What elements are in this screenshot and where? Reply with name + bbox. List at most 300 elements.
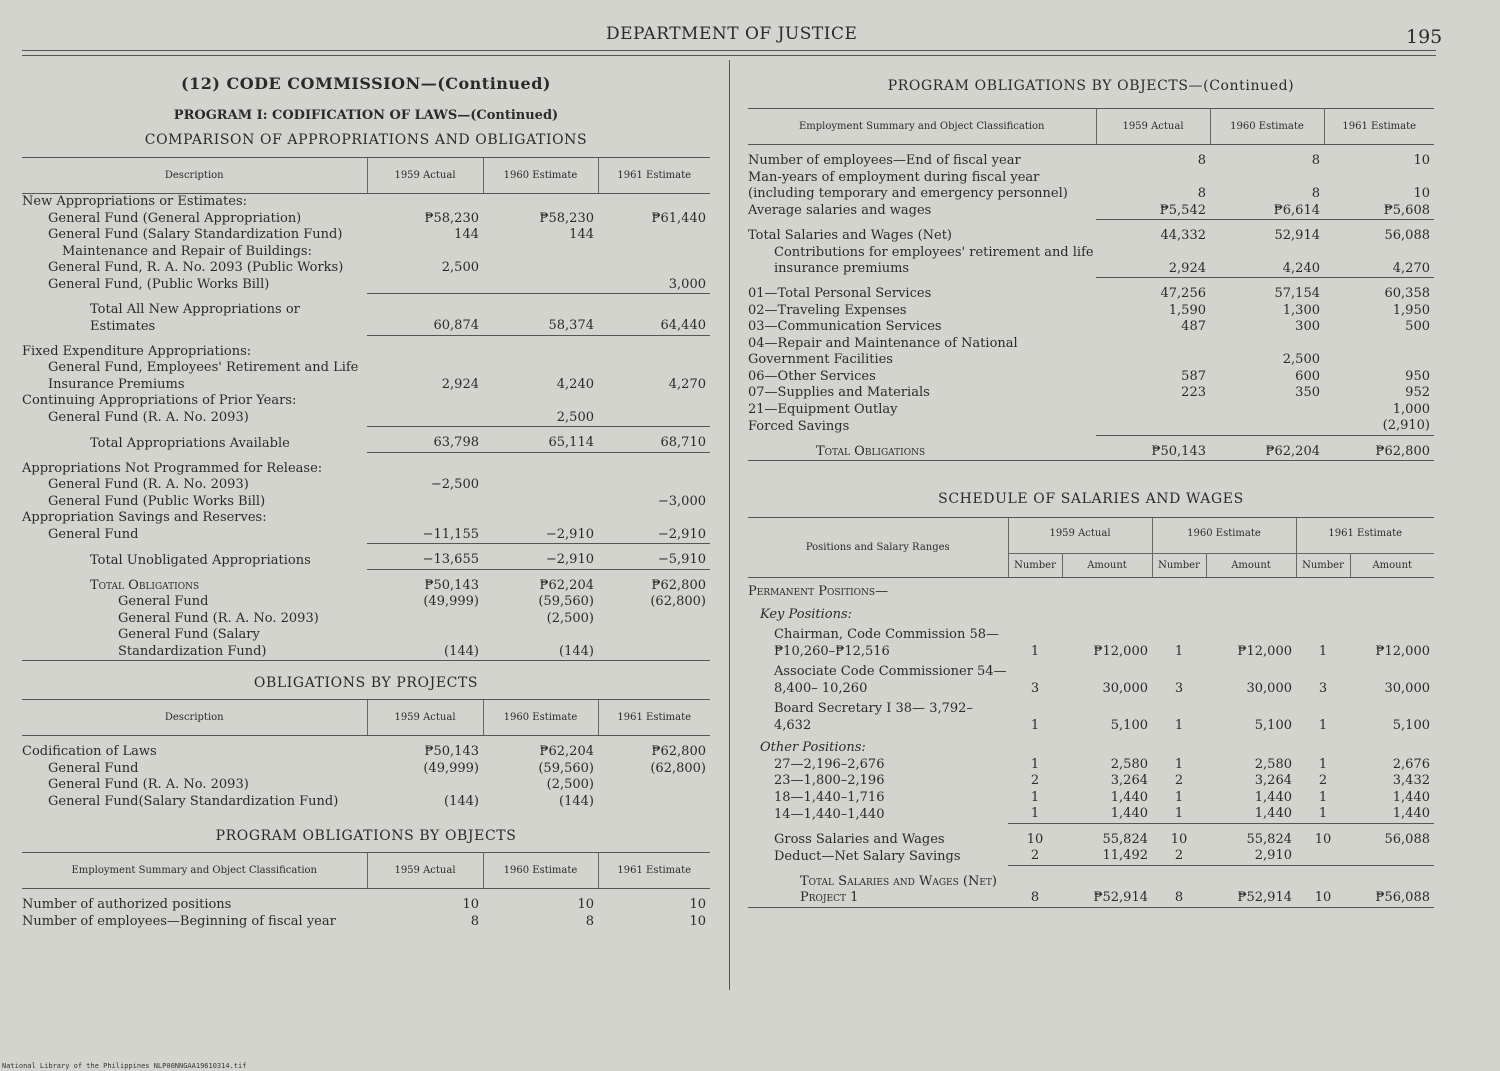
row-value (598, 393, 710, 410)
table-row (748, 402, 1434, 419)
row-label: Number of authorized positions (22, 897, 232, 912)
position-label: Total Salaries and Wages (Net) Project 1 (748, 874, 1008, 908)
table-row (22, 777, 710, 794)
table-row (748, 319, 1434, 336)
projects-table (22, 699, 710, 810)
row-value: ₱50,143 (424, 577, 479, 593)
row-value: 587 (1181, 368, 1206, 384)
row-value: (144) (559, 793, 594, 809)
page-header (0, 24, 1500, 48)
table-header (22, 853, 710, 889)
row-value: (2,500) (546, 777, 594, 792)
col-1959: 1959 Actual (367, 158, 483, 194)
section-row (748, 601, 1434, 624)
row-value: 64,440 (598, 302, 710, 335)
table-row (22, 277, 710, 294)
position-count: 1 (1174, 643, 1184, 659)
row-value (367, 494, 483, 511)
position-amount: 30,000 (1384, 680, 1430, 696)
row-value: 10 (1413, 186, 1430, 201)
table-row (748, 170, 1434, 203)
program-title: PROGRAM I: CODIFICATION OF LAWS—(Continued) (173, 108, 559, 123)
row-value (598, 194, 710, 211)
row-value: −3,000 (657, 493, 706, 509)
row-value: (62,800) (650, 760, 706, 776)
position-count: 10 (1296, 874, 1350, 908)
position-amount: 1,440 (1206, 806, 1296, 823)
position-amount: ₱56,088 (1350, 874, 1434, 908)
col-1960: 1960 Estimate (483, 700, 598, 736)
position-amount: 30,000 (1246, 680, 1292, 696)
projects-title: OBLIGATIONS BY PROJECTS (253, 675, 479, 691)
position-count: 3 (1174, 680, 1184, 696)
row-value (483, 194, 598, 211)
position-count: 8 (1152, 874, 1206, 908)
table-row (748, 385, 1434, 402)
row-value (367, 194, 483, 211)
row-value (1324, 336, 1434, 369)
row-value (483, 393, 598, 410)
row-value: ₱62,800 (651, 744, 706, 759)
position-amount: 3,264 (1254, 773, 1292, 788)
row-label: Appropriation Savings and Reserves: (22, 510, 267, 525)
table-row (748, 697, 1434, 734)
row-label: 21—Equipment Outlay (748, 401, 898, 417)
col-description: Description (22, 158, 367, 194)
position-count: 3 (1030, 680, 1040, 696)
row-value: 300 (1295, 319, 1320, 334)
table-row (22, 897, 710, 914)
table-row (748, 790, 1434, 807)
row-value: ₱6,614 (1210, 203, 1324, 220)
row-value: 3,000 (598, 277, 710, 294)
row-label: Total Appropriations Available (90, 435, 290, 451)
row-value: 63,798 (367, 435, 483, 452)
col-1961: 1961 Estimate (1296, 518, 1434, 554)
position-amount: 1,440 (1062, 806, 1152, 823)
row-value (483, 494, 598, 511)
row-label: General Fund (Salary Standardization Fund) (48, 227, 343, 242)
row-value: 10 (689, 897, 706, 912)
position-count: 2 (1152, 848, 1206, 865)
row-value (598, 510, 710, 527)
table-row (748, 245, 1434, 278)
table-row (22, 410, 710, 427)
table-row (22, 510, 710, 527)
position-count: 1 (1030, 756, 1040, 772)
row-value: −11,155 (367, 527, 483, 544)
col-1959: 1959 Actual (367, 700, 483, 736)
col-description: Employment Summary and Object Classification (748, 109, 1096, 145)
col-description: Description (22, 700, 367, 736)
section-label: Key Positions: (760, 606, 853, 622)
table-row (22, 578, 710, 595)
position-count: 1 (1318, 789, 1328, 805)
row-label: General Fund (48, 527, 139, 542)
row-value: 44,332 (1160, 228, 1206, 243)
table-header (22, 700, 710, 736)
position-count: 1 (1318, 643, 1328, 659)
row-label: General Fund (48, 760, 139, 776)
position-count: 10 (1314, 831, 1332, 847)
position-amount: 2,676 (1392, 756, 1430, 772)
row-label: New Appropriations or Estimates: (22, 194, 247, 209)
row-value (483, 510, 598, 527)
table-row (22, 344, 710, 361)
row-value: 8 (1311, 186, 1320, 201)
position-count: 10 (1170, 831, 1188, 847)
row-value: (144) (367, 627, 483, 661)
position-amount: 3,264 (1110, 773, 1148, 788)
col-1960: 1960 Estimate (483, 158, 598, 194)
table-row (22, 244, 710, 261)
row-value: −13,655 (367, 552, 483, 569)
position-amount: 1,440 (1110, 789, 1148, 805)
row-value: 600 (1295, 368, 1320, 384)
row-value: 65,114 (483, 435, 598, 452)
position-count: 3 (1318, 680, 1328, 696)
row-value (1210, 402, 1324, 419)
position-amount: ₱52,914 (1062, 874, 1152, 908)
row-value: ₱5,542 (1096, 203, 1210, 220)
row-value (483, 344, 598, 361)
page-title: DEPARTMENT OF JUSTICE (606, 24, 858, 44)
row-value (598, 244, 710, 261)
row-value (598, 227, 710, 244)
row-value: (59,560) (538, 594, 594, 609)
row-value (598, 260, 710, 277)
row-value: 4,270 (1324, 245, 1434, 278)
row-value: 4,240 (1210, 245, 1324, 278)
row-value: 223 (1181, 385, 1206, 400)
table-row (22, 194, 710, 211)
row-value: 2,500 (1282, 352, 1320, 367)
row-label: Total Obligations (748, 444, 1096, 461)
position-amount: 5,100 (1392, 717, 1430, 733)
position-count: 1 (1296, 806, 1350, 823)
position-label: Gross Salaries and Wages (774, 831, 945, 847)
position-count: 2 (1174, 773, 1184, 788)
position-amount: 55,824 (1246, 831, 1292, 847)
table-row (22, 477, 710, 494)
table-row (748, 623, 1434, 660)
position-count (1296, 848, 1350, 865)
row-value: 4,240 (556, 376, 594, 392)
row-value: 144 (569, 227, 594, 242)
row-label: Codification of Laws (22, 744, 157, 759)
position-amount: 55,824 (1102, 831, 1148, 847)
section-label: Permanent Positions— (748, 584, 889, 599)
row-label: General Fund, Employees' Retirement and Life Insurance Premiums (48, 360, 359, 392)
row-label: General Fund (R. A. No. 2093) (118, 610, 319, 626)
position-amount (1350, 848, 1434, 865)
col-positions: Positions and Salary Ranges (748, 518, 1008, 578)
right-column (748, 60, 1434, 908)
row-label: General Fund, (Public Works Bill) (48, 277, 270, 292)
row-value: 58,374 (483, 302, 598, 335)
position-count: 1 (1008, 806, 1062, 823)
row-label: General Fund (R. A. No. 2093) (48, 410, 249, 425)
row-label: Total All New Appropriations or Estimates (90, 302, 300, 334)
row-value: 68,710 (598, 435, 710, 452)
row-value: (62,800) (650, 594, 706, 609)
row-label: 03—Communication Services (748, 319, 942, 334)
col-amount: Amount (1206, 554, 1296, 578)
comparison-title: COMPARISON OF APPROPRIATIONS AND OBLIGATIONS (144, 132, 588, 148)
header-rule (22, 50, 1436, 51)
objects-table (22, 852, 710, 930)
row-label: Man-years of employment during fiscal year (including temporary and emergency personnel) (748, 169, 1068, 201)
position-amount: ₱52,914 (1206, 874, 1296, 908)
table-row (22, 794, 710, 811)
row-label: General Fund (R. A. No. 2093) (48, 477, 249, 492)
table-row (22, 360, 710, 393)
col-1959: 1959 Actual (1008, 518, 1152, 554)
row-label: Total Obligations (90, 577, 200, 593)
position-amount: 1,440 (1350, 806, 1434, 823)
row-value: 2,500 (483, 410, 598, 427)
table-row (22, 227, 710, 244)
row-value: (144) (483, 627, 598, 661)
row-label: General Fund(Salary Standardization Fund) (48, 793, 339, 809)
row-value (483, 277, 598, 294)
table-row (22, 461, 710, 478)
table-row (748, 757, 1434, 774)
scan-footer: National Library of the Philippines NLP00NNGAA19610314.tif (2, 1062, 247, 1070)
row-value (598, 410, 710, 427)
row-label: Number of employees—Beginning of fiscal year (22, 913, 336, 929)
row-value (367, 277, 483, 294)
row-value: ₱61,440 (651, 210, 706, 226)
row-value: 60,358 (1384, 286, 1430, 301)
position-label: 18—1,440–1,716 (774, 789, 885, 805)
col-1960: 1960 Estimate (483, 853, 598, 889)
position-amount: 5,100 (1254, 717, 1292, 733)
row-value: 4,270 (668, 376, 706, 392)
row-value (598, 794, 710, 811)
table-row (748, 874, 1434, 908)
position-amount: 11,492 (1062, 848, 1152, 865)
row-value (367, 344, 483, 361)
row-value (598, 777, 710, 794)
table-row (22, 552, 710, 569)
position-count: 1 (1030, 643, 1040, 659)
col-number: Number (1152, 554, 1206, 578)
row-value (367, 611, 483, 628)
table-row (748, 303, 1434, 320)
col-amount: Amount (1062, 554, 1152, 578)
table-row (748, 203, 1434, 220)
row-value: ₱62,204 (1210, 444, 1324, 461)
table-row (748, 660, 1434, 697)
row-label: General Fund, R. A. No. 2093 (Public Works) (48, 260, 344, 275)
row-value (598, 627, 710, 661)
row-value: 2,924 (1096, 245, 1210, 278)
row-value: 52,914 (1274, 228, 1320, 243)
row-value: ₱50,143 (1096, 444, 1210, 461)
agency-title: (12) CODE COMMISSION—(Continued) (181, 74, 551, 93)
row-value: ₱62,204 (539, 577, 594, 593)
row-value: 8 (470, 913, 479, 929)
col-number: Number (1296, 554, 1350, 578)
row-label: 07—Supplies and Materials (748, 385, 930, 400)
row-value: 10 (462, 897, 479, 912)
row-label: Continuing Appropriations of Prior Years: (22, 393, 297, 408)
position-count: 1 (1318, 717, 1328, 733)
row-label: 04—Repair and Maintenance of National Government Facilities (748, 335, 1018, 367)
row-value: −2,500 (430, 477, 479, 492)
row-label: 06—Other Services (748, 368, 876, 384)
position-count: 2 (1318, 773, 1328, 788)
row-value: 1,950 (1392, 302, 1430, 318)
row-value: 60,874 (367, 302, 483, 335)
row-value (483, 244, 598, 261)
row-value: 8 (1197, 186, 1206, 201)
section-row (748, 734, 1434, 757)
table-row (22, 594, 710, 611)
table-row (748, 418, 1434, 435)
row-value (367, 510, 483, 527)
row-label: Total Unobligated Appropriations (90, 552, 311, 568)
row-value (483, 477, 598, 494)
col-1960: 1960 Estimate (1210, 109, 1324, 145)
col-number: Number (1008, 554, 1062, 578)
position-count: 1 (1174, 717, 1184, 733)
row-value (367, 393, 483, 410)
row-value: −2,910 (483, 552, 598, 569)
row-label: Maintenance and Repair of Buildings: (62, 243, 312, 259)
row-value (598, 344, 710, 361)
row-label: Forced Savings (748, 418, 850, 434)
table-row (748, 773, 1434, 790)
row-value (367, 244, 483, 261)
row-value (1096, 402, 1210, 419)
left-column (22, 60, 710, 930)
table-row (748, 153, 1434, 170)
row-value: 8 (1197, 153, 1206, 168)
row-value: (2,500) (546, 610, 594, 626)
position-amount: 2,910 (1206, 848, 1296, 865)
row-value: ₱62,800 (1324, 444, 1434, 461)
comparison-table (22, 157, 710, 661)
row-value: ₱58,230 (539, 210, 594, 226)
position-count: 2 (1008, 848, 1062, 865)
row-value: ₱50,143 (424, 744, 479, 759)
row-value: 47,256 (1160, 286, 1206, 301)
row-value (598, 611, 710, 628)
row-value: 10 (577, 897, 594, 912)
row-value (1210, 418, 1324, 435)
table-row (748, 832, 1434, 849)
col-amount: Amount (1350, 554, 1434, 578)
row-value (598, 477, 710, 494)
row-value: 10 (1413, 153, 1430, 168)
row-value (367, 410, 483, 427)
table-row (22, 302, 710, 335)
row-value (1096, 336, 1210, 369)
row-value: 1,590 (1168, 302, 1206, 318)
row-label: 01—Total Personal Services (748, 286, 932, 301)
position-label: Deduct—Net Salary Savings (774, 848, 961, 864)
table-row (22, 393, 710, 410)
table-header (22, 158, 710, 194)
position-count: 1 (1030, 717, 1040, 733)
table-row (22, 744, 710, 761)
objects-title: PROGRAM OBLIGATIONS BY OBJECTS (215, 828, 517, 844)
row-label: General Fund (R. A. No. 2093) (48, 777, 249, 792)
row-value: ₱5,608 (1324, 203, 1434, 220)
row-value: 952 (1405, 385, 1430, 400)
position-amount: 30,000 (1102, 680, 1148, 696)
row-value: (49,999) (423, 594, 479, 609)
position-label: Associate Code Commissioner 54— 8,400– 10,260 (774, 664, 1007, 696)
table-row (22, 260, 710, 277)
col-1960: 1960 Estimate (1152, 518, 1296, 554)
table-row (22, 761, 710, 778)
table-row (22, 527, 710, 544)
table-row (748, 848, 1434, 865)
row-value: (2,910) (1324, 418, 1434, 435)
row-label: General Fund (Salary Standardization Fund) (22, 627, 367, 661)
position-amount: 56,088 (1384, 831, 1430, 847)
row-value: 1,000 (1392, 401, 1430, 417)
position-label: 23—1,800–2,196 (774, 773, 885, 788)
position-count: 1 (1174, 789, 1184, 805)
row-value: (49,999) (423, 760, 479, 776)
row-value: 8 (585, 913, 594, 929)
section-label: Other Positions: (760, 740, 866, 755)
table-row (748, 286, 1434, 303)
row-value: 2,500 (441, 260, 479, 275)
position-count: 1 (1174, 756, 1184, 772)
row-label: General Fund (118, 594, 209, 609)
row-value: −2,910 (483, 527, 598, 544)
position-amount: 2,580 (1110, 756, 1148, 772)
col-1961: 1961 Estimate (1324, 109, 1434, 145)
row-value (1096, 418, 1210, 435)
table-row (748, 806, 1434, 823)
row-value: 56,088 (1384, 228, 1430, 243)
row-value: ₱58,230 (424, 210, 479, 226)
row-label: General Fund (General Appropriation) (48, 210, 302, 226)
row-label: Average salaries and wages (748, 203, 932, 218)
row-value: 950 (1405, 368, 1430, 384)
row-value: ₱62,204 (539, 744, 594, 759)
row-value: 1,300 (1282, 302, 1320, 318)
position-amount: 1,440 (1392, 789, 1430, 805)
table-row (748, 444, 1434, 461)
position-count: 1 (1030, 789, 1040, 805)
row-label: Total Salaries and Wages (Net) (748, 228, 953, 243)
row-label: General Fund (Public Works Bill) (48, 493, 266, 509)
col-1959: 1959 Actual (1096, 109, 1210, 145)
position-count: 2 (1030, 773, 1040, 788)
position-amount: 5,100 (1110, 717, 1148, 733)
position-amount: ₱12,000 (1237, 643, 1292, 659)
row-value: (144) (444, 793, 479, 809)
col-1961: 1961 Estimate (598, 700, 710, 736)
table-header (748, 109, 1434, 145)
row-label: Number of employees—End of fiscal year (748, 153, 1021, 168)
table-row (748, 336, 1434, 369)
row-label: Fixed Expenditure Appropriations: (22, 343, 252, 359)
row-value (483, 260, 598, 277)
position-amount: ₱12,000 (1375, 643, 1430, 659)
position-label: 27—2,196–2,676 (774, 756, 885, 772)
position-amount: ₱12,000 (1093, 643, 1148, 659)
row-value: 500 (1405, 319, 1430, 334)
table-row (748, 369, 1434, 386)
